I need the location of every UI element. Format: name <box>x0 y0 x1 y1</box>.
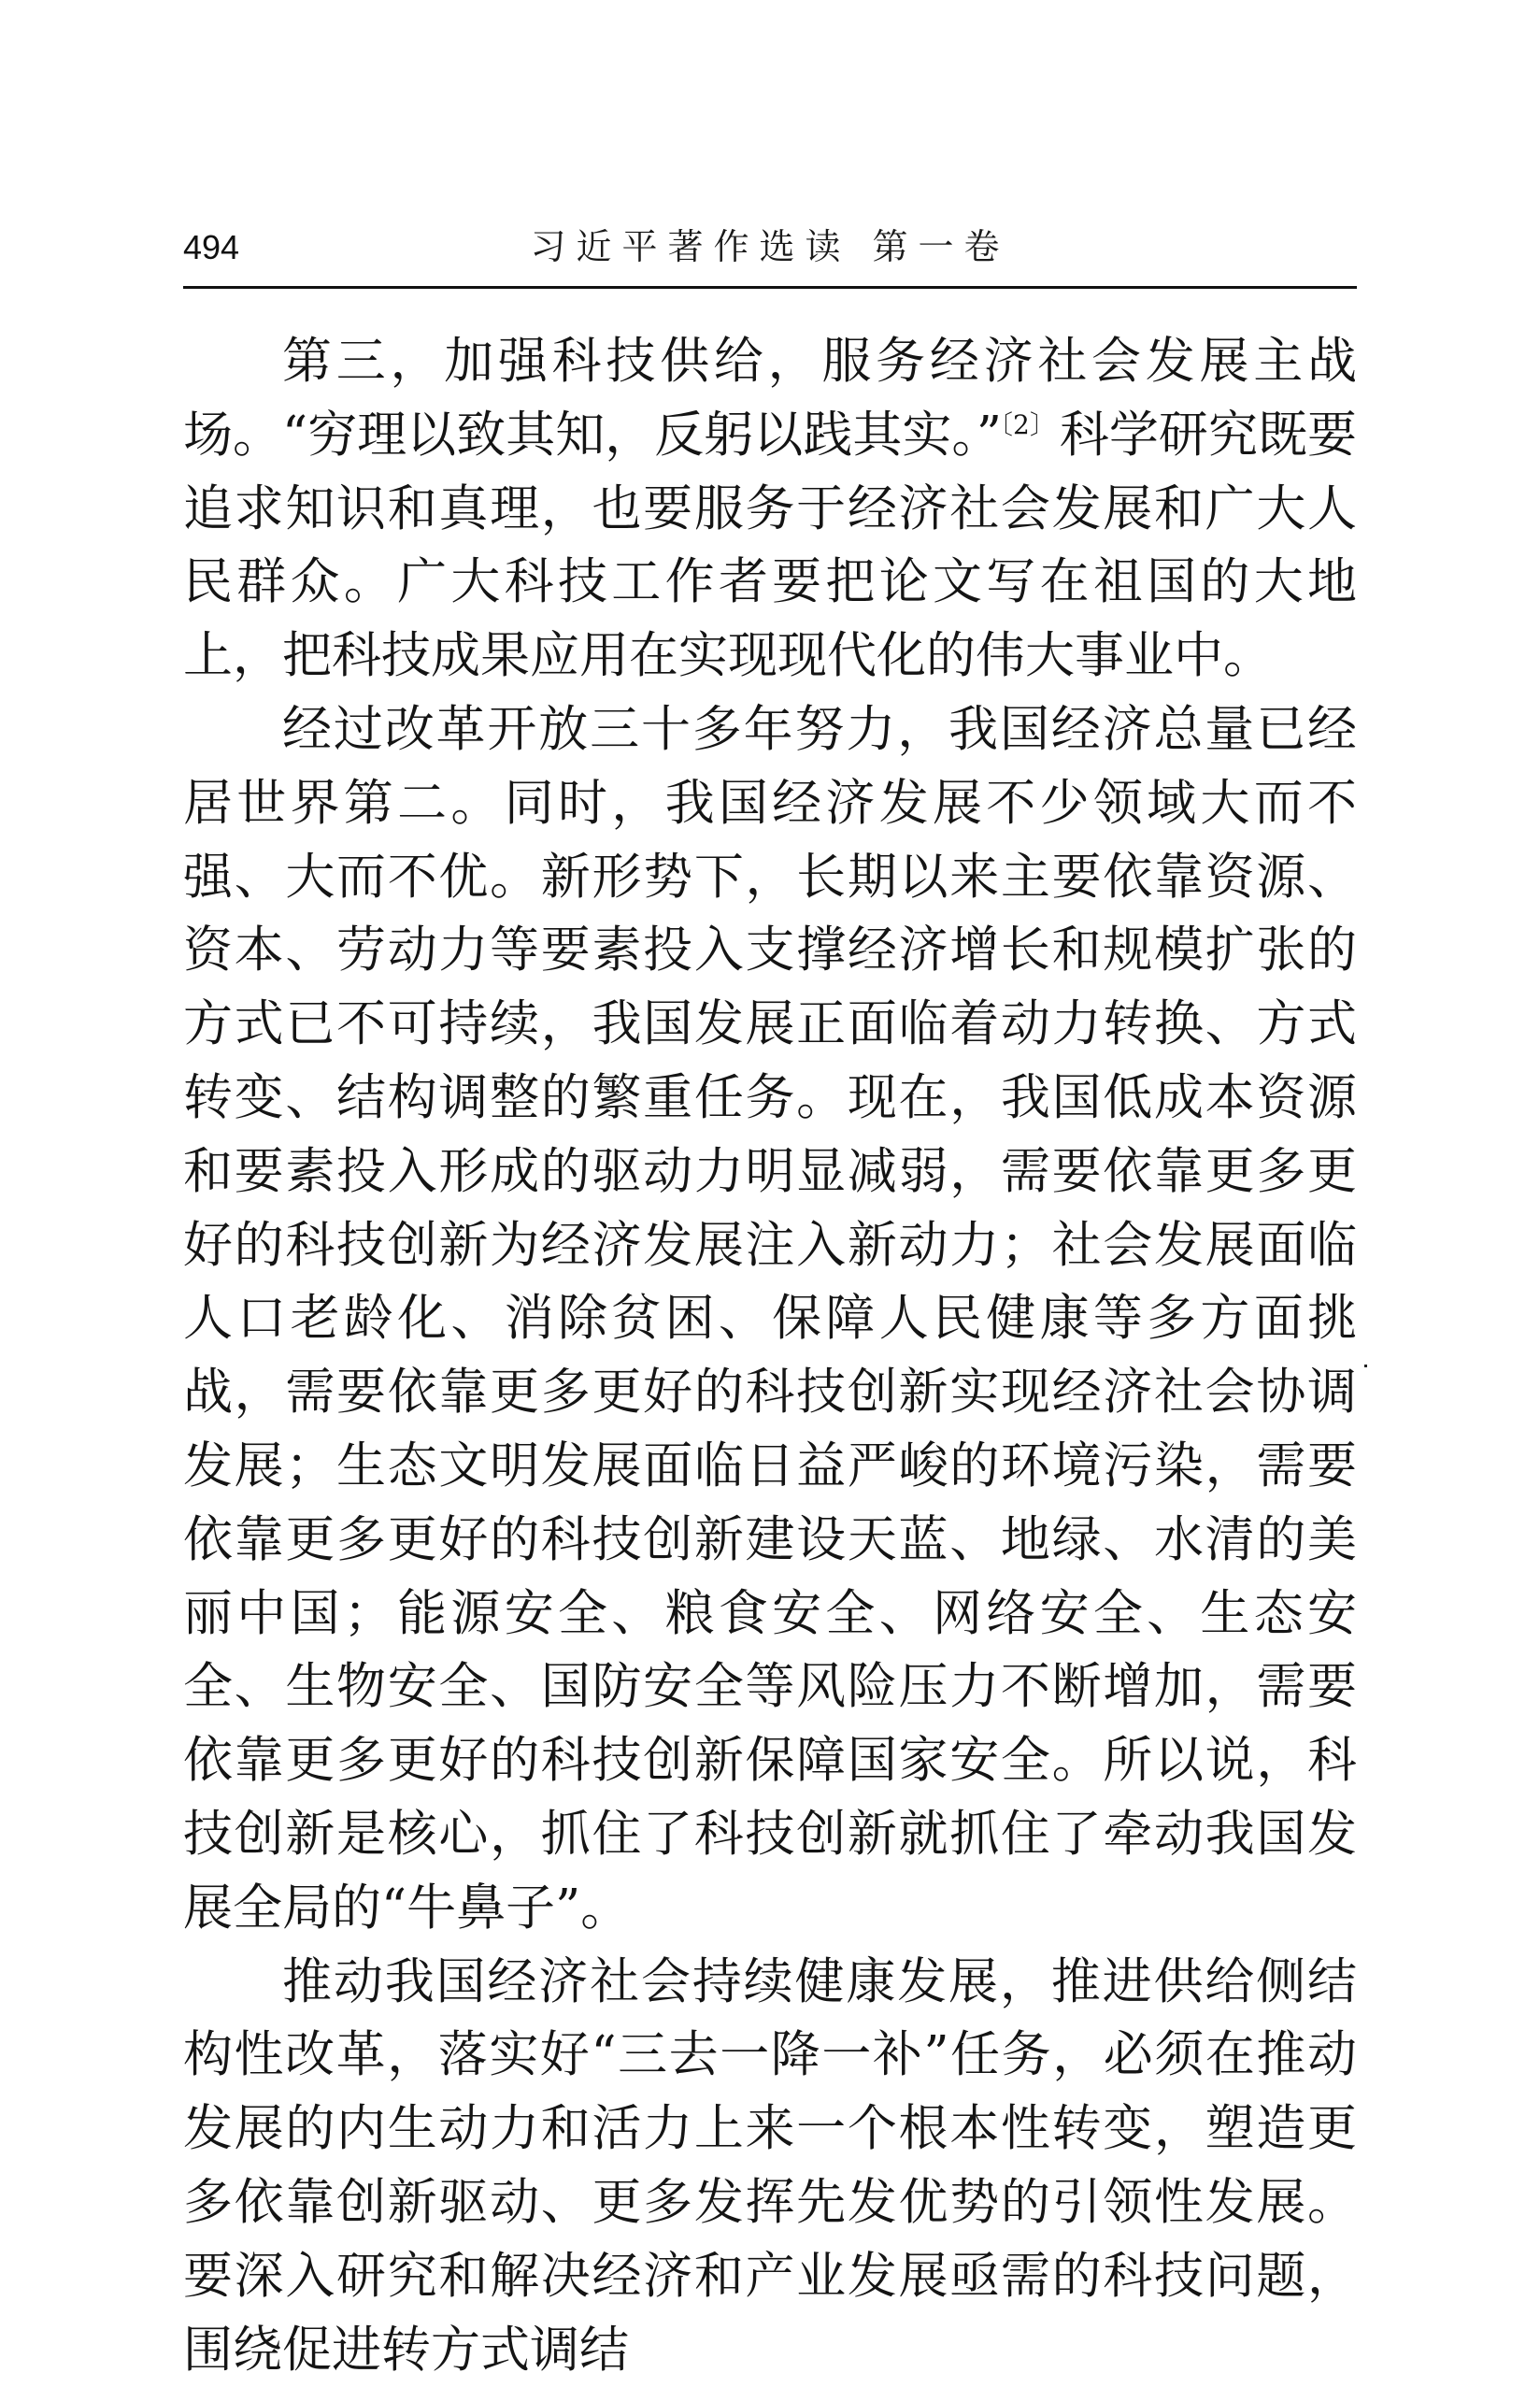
book-title: 习近平著作选读 第一卷 <box>530 226 1010 267</box>
footnote-reference: 〔2〕 <box>1000 408 1056 440</box>
scan-speck <box>1364 1365 1367 1367</box>
paragraph-2: 经过改革开放三十多年努力，我国经济总量已经居世界第二。同时，我国经济发展不少领域大而不强、大而不优。新形势下，长期以来主要依靠资源、资本、劳动力等要素投入支撑经济增长和规模扩张的方式已不可持续，我国发展正面临着动力转换、方式转变、结构调整的繁重任务。现在，我国低成本资源和要素投入形成的驱动力明显减弱，需要依靠更多更好的科技创新为经济发展注入新动力；社会发展面临人口老龄化、消除贫困、保障人民健康等多方面挑战，需要依靠更多更好的科技创新实现经济社会协调发展；生态文明发展面临日益严峻的环境污染，需要依靠更多更好的科技创新建设天蓝、地绿、水清的美丽中国；能源安全、粮食安全、网络安全、生态安全、生物安全、国防安全等风险压力不断增加，需要依靠更多更好的科技创新保障国家安全。所以说，科技创新是核心，抓住了科技创新就抓住了牵动我国发展全局的“牛鼻子”。 <box>183 700 1357 1937</box>
page-number: 494 <box>183 228 240 266</box>
body-text <box>183 325 1357 2387</box>
running-head <box>183 226 1357 289</box>
paragraph-1 <box>183 325 1357 693</box>
paragraph-1-text-after-note: 科学研究既要追求知识和真理，也要服务于经济社会发展和广大人民群众。广大科技工作者要把论文写在祖国的大地上，把科技成果应用在实现现代化的伟大事业中。 <box>183 406 1357 685</box>
paragraph-3: 推动我国经济社会持续健康发展，推进供给侧结构性改革，落实好“三去一降一补”任务，必须在推动发展的内生动力和活力上来一个根本性转变，塑造更多依靠创新驱动、更多发挥先发优势的引领性发展。要深入研究和解决经济和产业发展亟需的科技问题，围绕促进转方式调结 <box>183 1952 1357 2379</box>
paragraph-1-text-before-note: 第三，加强科技供给，服务经济社会发展主战场。“穷理以致其知，反躬以践其实。” <box>183 333 1357 464</box>
header-divider <box>183 286 1357 289</box>
